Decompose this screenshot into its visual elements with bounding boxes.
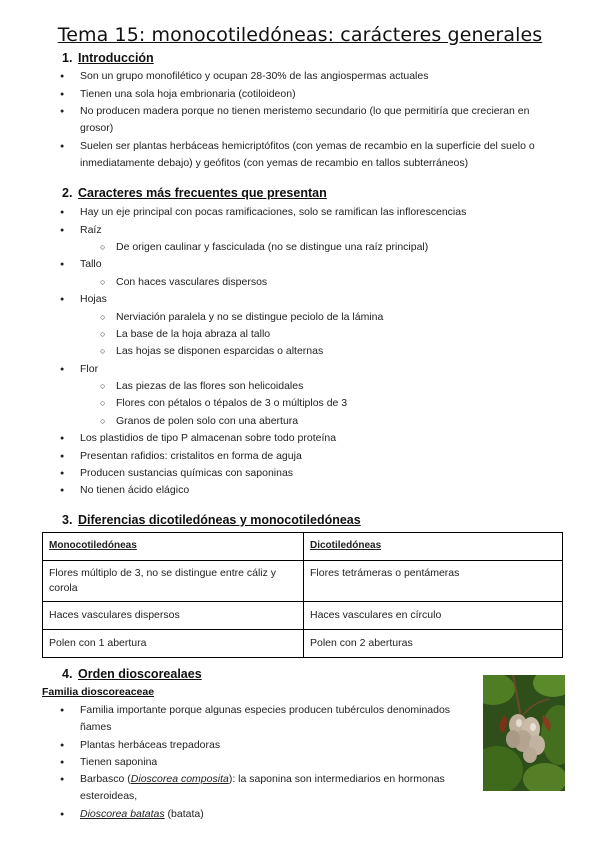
bullet-item: ● Tienen una sola hoja embrionaria (cotiloideon) — [80, 86, 565, 103]
bullet-item: ● Raíz — [80, 222, 565, 239]
table-row — [43, 602, 563, 630]
bullet-item: ● No producen madera porque no tienen meristemo secundario (lo que permitiría que crecieran en grosor) — [80, 103, 565, 137]
sub-bullet-item: ○ La base de la hoja abraza al tallo — [116, 326, 556, 343]
sub-bullet-item: ○ Flores con pétalos o tépalos de 3 o múltiplos de 3 — [116, 395, 556, 412]
bullet-item: ● Hay un eje principal con pocas ramificaciones, solo se ramifican las inflorescencias — [80, 204, 565, 221]
comparison-table — [42, 532, 563, 658]
table-header-row — [43, 533, 563, 561]
table-cell: Polen con 2 aberturas — [304, 630, 563, 658]
sub-bullet-item: ○ De origen caulinar y fasciculada (no se distingue una raíz principal) — [116, 239, 556, 256]
section-heading-introduccion — [62, 51, 154, 65]
section-title: Orden dioscorealaes — [78, 667, 202, 681]
family-heading: Familia dioscoreaceae — [42, 686, 155, 698]
section-number: 2. — [62, 186, 73, 200]
table-header-cell: Dicotiledóneas — [304, 533, 563, 561]
section-number: 1. — [62, 51, 73, 65]
sub-bullet-item: ○ Las piezas de las flores son helicoidales — [116, 378, 556, 395]
table-row — [43, 630, 563, 658]
table-header-cell: Monocotiledóneas — [43, 533, 304, 561]
bullet-item: ● Dioscorea batatas (batata) — [80, 806, 480, 823]
section-heading-caracteres — [62, 186, 327, 200]
sub-bullet-item: ○ Con haces vasculares dispersos — [116, 274, 556, 291]
table-cell: Haces vasculares dispersos — [43, 602, 304, 630]
table-cell: Polen con 1 abertura — [43, 630, 304, 658]
bullet-item: ● Flor — [80, 361, 565, 378]
bullet-item: ● Suelen ser plantas herbáceas hemicriptófitos (con yemas de recambio en la superficie del suelo o inmediatamente debajo) y geófitos (con yemas de recambio en tallos subterráneos) — [80, 138, 565, 172]
bullet-item: ● Presentan rafidios: cristalitos en forma de aguja — [80, 448, 565, 465]
table-cell: Flores múltiplo de 3, no se distingue entre cáliz y corola — [43, 561, 304, 602]
bullet-item: ● Producen sustancias químicas con saponinas — [80, 465, 565, 482]
section-number: 4. — [62, 667, 73, 681]
bullet-item: ● Tienen saponina — [80, 754, 480, 771]
table-cell: Flores tetrámeras o pentámeras — [304, 561, 563, 602]
section-heading-diferencias — [62, 513, 361, 527]
bullet-item: ● Los plastidios de tipo P almacenan sobre todo proteína — [80, 430, 565, 447]
bullet-item: ● Barbasco (Dioscorea composita): la saponina son intermediarios en hormonas esteroideas, — [80, 771, 480, 805]
bullet-item: ● Tallo — [80, 256, 565, 273]
section-title: Introducción — [78, 51, 154, 65]
bullet-item: ● Son un grupo monofilético y ocupan 28-30% de las angiospermas actuales — [80, 68, 565, 85]
table-row — [43, 561, 563, 602]
sub-bullet-item: ○ Nerviación paralela y no se distingue peciolo de la lámina — [116, 309, 556, 326]
bullet-item: ● No tienen ácido elágico — [80, 482, 565, 499]
section-title: Caracteres más frecuentes que presentan — [78, 186, 327, 200]
section-number: 3. — [62, 513, 73, 527]
bullet-item: ● Plantas herbáceas trepadoras — [80, 737, 480, 754]
bullet-item: ● Hojas — [80, 291, 565, 308]
dioscorea-plant-photo — [483, 675, 565, 791]
bullet-item: ● Familia importante porque algunas especies producen tubérculos denominados ñames — [80, 702, 480, 736]
table-cell: Haces vasculares en círculo — [304, 602, 563, 630]
sub-bullet-item: ○ Las hojas se disponen esparcidas o alternas — [116, 343, 556, 360]
sub-bullet-item: ○ Granos de polen solo con una abertura — [116, 413, 556, 430]
page-title: Tema 15: monocotiledóneas: carácteres generales — [57, 24, 543, 46]
section-title: Diferencias dicotiledóneas y monocotiledóneas — [78, 513, 361, 527]
section-heading-orden — [62, 667, 202, 681]
